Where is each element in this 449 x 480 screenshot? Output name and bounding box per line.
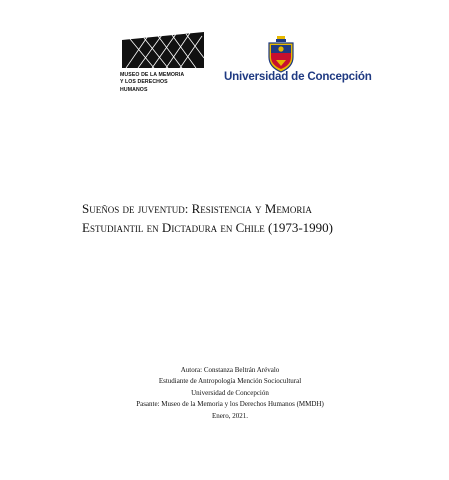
udec-logo-text: Universidad de Concepción [224, 70, 372, 83]
date-line: Enero, 2021. [212, 411, 248, 420]
author-block [80, 365, 380, 422]
internship-line: Pasante: Museo de la Memoria y los Derechos Humanos (MMDH) [136, 400, 324, 409]
museo-logo-line: MUSEO DE LA MEMORIA [120, 72, 185, 78]
document-title [82, 199, 382, 237]
title-line: Estudiantil en Dictadura en Chile (1973-1990) [82, 220, 333, 235]
udec-crest-icon [266, 35, 296, 73]
role-line: Estudiante de Antropología Mención Sociocultural [158, 377, 302, 386]
title-line: Sueños de juventud: Resistencia y Memoria [82, 201, 312, 216]
author-line: Autora: Constanza Beltrán Arévalo [180, 366, 280, 374]
museo-logo-text [120, 72, 184, 94]
museo-logo-line: HUMANOS [120, 86, 148, 93]
university-line: Universidad de Concepción [191, 388, 269, 397]
museo-logo-line: Y LOS DERECHOS [120, 79, 168, 86]
